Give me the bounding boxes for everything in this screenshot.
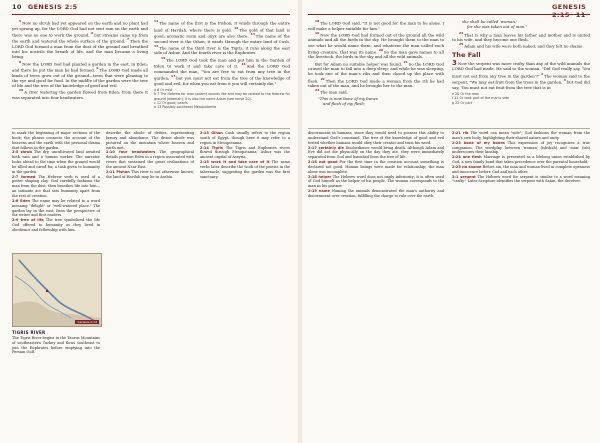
left-header-rule xyxy=(12,14,290,15)
study-note: to mark the beginning of major sections of the book; the phrase connects the account of the heavens and the earth with the personal drama that follows in the garden. xyxy=(12,131,100,150)
verse: $^{15}$The LORD God took the man and put him in the Garden of Eden to work it and take care of it. $^{16}$And the LORD God commanded the man, "You are free to eat from any tree in the garden; $^{17}$but you must not eat from the tree of the knowledge of good and evil, for when you eat from it you will certainly die." xyxy=(154,55,290,86)
left-section-ref: GENESIS 2:5 xyxy=(27,3,78,11)
right-notes-col1 xyxy=(308,131,444,436)
study-note: 2:10 four headwaters The geographical details position Eden in a region associated with rivers that sustained the great civilizations of the ancient Near East. xyxy=(106,150,194,169)
verse: $^{18}$The LORD God said, "It is not good for the man to be alone. I will make a helper suitable for him." xyxy=(308,19,444,31)
verse: $^8$Now the LORD God had planted a garden in the east, in Eden; and there he put the man he had formed. $^9$The LORD God made all kinds of trees grow out of the ground—trees that were pleasing to the eye and good for food. In the middle of the garden were the tree of life and the tree of the knowledge of good and evil. xyxy=(12,59,148,89)
study-note: 2:19 name Naming the animals demonstrated the man's authority and discernment over creation, fulfilling the charge to rule over the earth. xyxy=(308,189,444,198)
verse: $^{25}$Adam and his wife were both naked, and they felt no shame. xyxy=(459,42,584,49)
study-note: 2:23 bone of my bones This expression of joy recognizes a true companion. The wordplay between 'woman' (ishshah) and 'man' (ish) underscores their kinship. xyxy=(452,140,590,155)
right-section-ref: GENESIS 2:15 xyxy=(552,3,587,19)
left-notes-col3 xyxy=(200,131,290,431)
study-note: 2:24 one flesh Marriage is presented as a lifelong union established by God, a new family bond that takes precedence over the parental household. xyxy=(452,155,590,165)
study-note: discernment in humans, since they would need to possess this ability to understand God's command. The tree of the knowledge of good and evil tested whether humans would obey their creator and trust his word. xyxy=(308,131,444,145)
poem: "This is now bone of my bones and flesh of my flesh; xyxy=(318,96,378,107)
study-note: 2:11 Pishon This river is not otherwise known; the land of Havilah may lie in Arabia. xyxy=(106,169,194,179)
map-tag: Genesis 2:14 xyxy=(77,320,97,324)
study-note: 2:9 tree of life The tree symbolized the life God offered to humanity as they lived in obedience and fellowship with him. xyxy=(12,218,100,232)
map-illustration xyxy=(13,254,101,326)
study-note: 2:7 formed The Hebrew verb is used of a potter shaping clay. God carefully fashions the man from the dust, then breathes life into him—an intimate act that sets humanity apart from the rest of creation. xyxy=(12,174,100,198)
left-scripture-col2 xyxy=(154,19,290,110)
verse: 3Now the serpent was more crafty than any of the wild animals the LORD God had made. He said to the woman, "Did God really say, 'You must not eat from any tree in the garden'?" $^2$The woman said to the serpent, "We may eat fruit from the trees in the garden, $^3$but God did say, 'You must not eat fruit from the tree that is in xyxy=(452,59,591,90)
left-page xyxy=(0,0,298,443)
left-notes-divider xyxy=(12,128,290,129)
left-running-header xyxy=(12,3,78,13)
study-note: 2:5 shrub The dry, uncultivated land awaited both rain and a human worker. The narrator looks ahead to the time when the ground would be tilled and cared for, a task given to humanity in the garden. xyxy=(12,150,100,174)
right-footnotes: e 20 Or the man f 21 Or took part of the man's side g 22 Or part xyxy=(452,91,509,105)
right-scripture-col2 xyxy=(452,19,590,105)
right-scripture-col1 xyxy=(308,19,444,108)
left-scripture-col1 xyxy=(12,19,148,100)
study-note: describe the abode of deities, representing luxury and abundance. The divine abode was pictured on the mountain where heaven and earth met. xyxy=(106,131,194,150)
study-note: 2:21 rib The word can mean "side"; God fashions the woman from the man's own body, highlighting their shared nature and unity. xyxy=(452,131,590,140)
section-heading: The Fall xyxy=(452,50,481,59)
study-note: 2:15 work it and take care of it The same verbs later describe the work of the priests in the tabernacle, suggesting the garden was the first sanctuary. xyxy=(200,160,290,179)
verse: $^{23}$The man said, xyxy=(315,88,348,95)
study-note: 2:17 certainly die Disobedience would bring death. Although Adam and Eve did not die physically on the day they ate, they were immediately separated from God and banished from the tree of life. xyxy=(308,145,444,160)
left-page-number: 10 xyxy=(12,3,22,11)
study-note: 2:25 no shame Before sin, the man and woman lived in complete openness and innocence before God and each other. xyxy=(452,164,590,174)
study-note: 2:14 Tigris The Tigris and Euphrates rivers flowed through Mesopotamia; Ashur was the ancient capital of Assyria. xyxy=(200,145,290,160)
study-note: 2:18 not good For the first time in the creation account something is declared not good. Human beings were made for relationship; the man alone was incomplete. xyxy=(308,160,444,174)
study-note: 2:18 helper The Hebrew word does not imply inferiority; it is often used of God himself as the helper of his people. The woman corresponds to the man as his partner. xyxy=(308,174,444,189)
left-footnotes: a 6 Or mist b 7 The Hebrew for man (adam) sounds like and may be related to the Hebrew for ground (adamah); it is also the name Adam (see verse 20). c 12 Or good; pearls d 13 Possibly southeast Mesopotamia xyxy=(154,87,290,110)
left-notes-col1 xyxy=(12,131,100,251)
map-caption: The Tigris River begins in the Taurus Mountains of southeastern Turkey and flows southeast to join the Euphrates before emptying into the Persian Gulf. xyxy=(12,336,100,355)
tigris-map xyxy=(12,253,102,327)
study-note: 3:1 serpent The Hebrew word for serpent is similar to a word meaning "crafty." Later Scripture identifies the serpent with Satan, the deceiver. xyxy=(452,174,590,184)
right-notes-divider xyxy=(308,128,590,129)
verse: $^{10}$A river watering the garden flowed from Eden; from there it was separated into four headwaters. xyxy=(12,88,148,101)
right-running-header xyxy=(552,3,600,19)
right-notes-col2 xyxy=(452,131,590,436)
verse: $^{19}$Now the LORD God had formed out of the ground all the wild animals and all the birds in the sky. He brought them to the man to see what he would name them; and whatever the man called each living creature, that was its name. $^{20}$So the man gave names to all the livestock, the birds in the sky and all the wild animals. xyxy=(308,30,444,60)
verse: $^{24}$That is why a man leaves his father and mother and is united to his wife, and they become one flesh. xyxy=(452,30,590,43)
verse: $^{11}$The name of the first is the Pishon; it winds through the entire land of Havilah, where there is gold. $^{12}$The gold of that land is good; aromatic resin and onyx are also there. $^{13}$The name of the second river is the Gihon; it winds through the entire land of Cush. $^{14}$The name of the third river is the Tigris; it runs along the east side of Ashur. And the fourth river is the Euphrates. xyxy=(154,19,290,56)
verse: $^5$Now no shrub had yet appeared on the earth and no plant had yet sprung up, for the LORD God had not sent rain on the earth and there was no one to work the ground, $^6$but streams came up from the earth and watered the whole surface of the ground. $^7$Then the LORD God formed a man from the dust of the ground and breathed into his nostrils the breath of life, and the man became a living being. xyxy=(12,19,148,60)
poem: she shall be called 'woman,' for she was taken out of man." xyxy=(462,19,528,30)
right-page xyxy=(302,0,600,443)
study-note: 2:8 Eden The name may be related to a word meaning "delight" or "well-watered place." The garden lay in the east, from the perspective of the writer and first readers. xyxy=(12,198,100,218)
left-notes-col2 xyxy=(106,131,194,431)
map-title: TIGRIS RIVER xyxy=(12,330,46,335)
study-note: 2:13 Gihon Cush usually refers to the region south of Egypt, though here it may refer to a region in Mesopotamia. xyxy=(200,131,290,145)
right-header-rule xyxy=(308,14,590,15)
right-page-number: 11 xyxy=(575,11,586,19)
verse: But for Adam no suitable helper was found. $^{21}$So the LORD God caused the man to fall into a deep sleep; and while he was sleeping, he took one of the man's ribs and then closed up the place with flesh. $^{22}$Then the LORD God made a woman from the rib he had taken out of the man, and he brought her to the man. xyxy=(308,59,444,89)
